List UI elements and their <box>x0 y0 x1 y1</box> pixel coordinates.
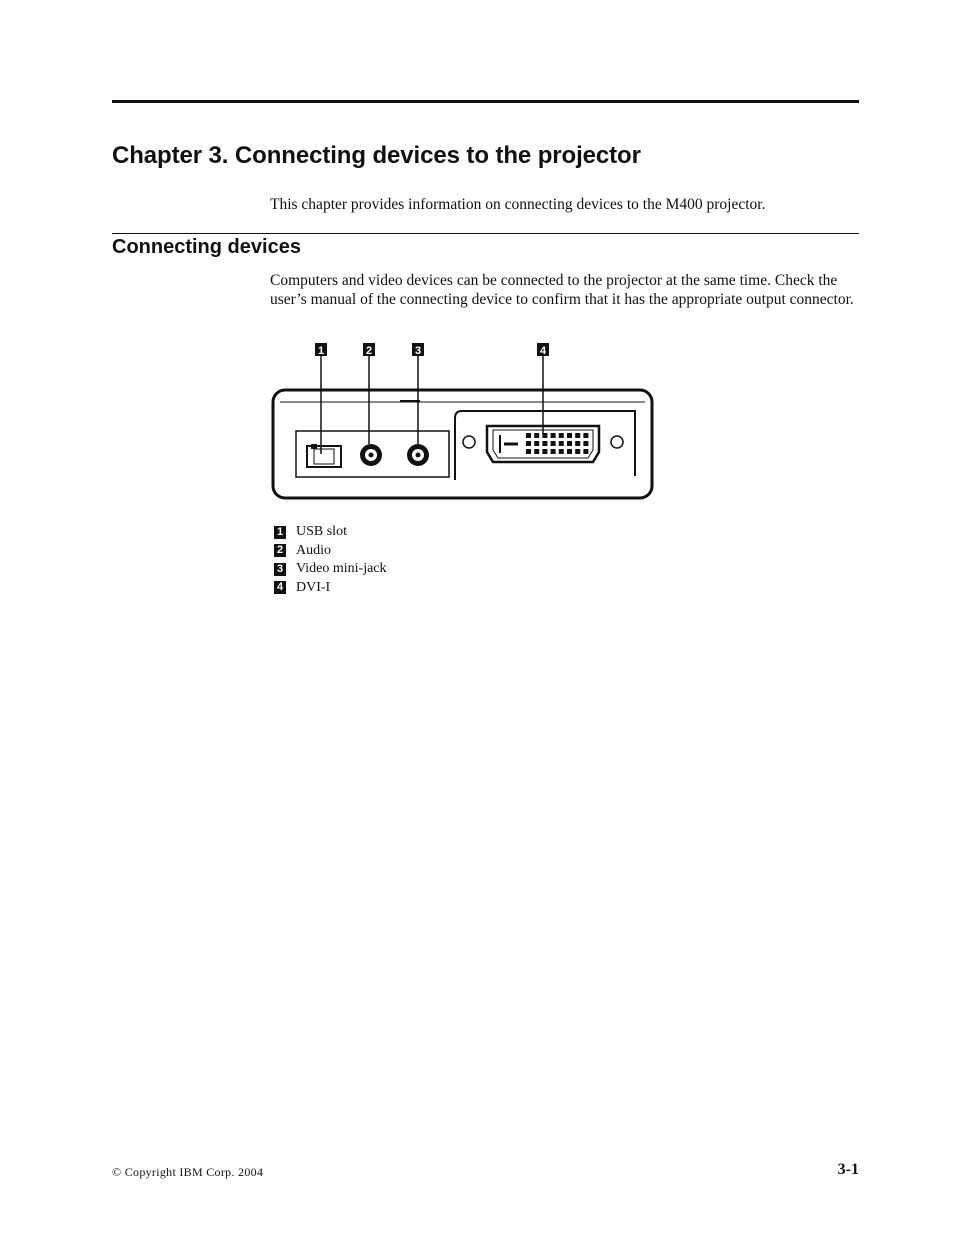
callout-badge-2 <box>363 343 375 357</box>
video-jack-icon <box>407 444 429 466</box>
legend-number-badge: 4 <box>274 581 286 594</box>
top-rule <box>112 100 859 103</box>
callout-badge-1 <box>315 343 327 357</box>
callout-badge-3 <box>412 343 424 357</box>
legend-number-badge: 3 <box>274 563 286 576</box>
dvi-screw-right <box>611 436 623 448</box>
legend-label: USB slot <box>296 524 347 540</box>
dvi-pin-grid <box>526 433 588 454</box>
usb-slot-icon <box>307 444 341 467</box>
legend-item <box>274 579 387 598</box>
legend-label: Video mini-jack <box>296 561 387 577</box>
svg-text:4: 4 <box>539 345 547 357</box>
legend-label: DVI-I <box>296 579 331 595</box>
legend-number-badge: 2 <box>274 544 286 557</box>
legend-label: Audio <box>296 542 331 558</box>
section-title: Connecting devices <box>112 236 301 258</box>
footer-page-number: 3-1 <box>837 1161 859 1178</box>
legend-number-badge: 1 <box>274 526 286 539</box>
legend-item <box>274 560 387 579</box>
svg-text:2: 2 <box>365 345 373 357</box>
chapter-title: Chapter 3. Connecting devices to the projector <box>112 142 641 169</box>
svg-text:3: 3 <box>414 345 422 357</box>
legend-item <box>274 523 387 542</box>
svg-text:1: 1 <box>317 345 325 357</box>
projector-connector-diagram <box>270 340 660 505</box>
section-rule <box>112 233 859 234</box>
callout-badge-4 <box>537 343 549 357</box>
audio-jack-icon <box>360 444 382 466</box>
projector-body-outline <box>273 390 652 498</box>
chapter-intro: This chapter provides information on connecting devices to the M400 projector. <box>270 196 766 213</box>
legend-item <box>274 542 387 561</box>
dvi-screw-left <box>463 436 475 448</box>
footer-copyright: © Copyright IBM Corp. 2004 <box>112 1165 264 1179</box>
section-paragraph: Computers and video devices can be connected to the projector at the same time. Check the user’s manual of the connecting device to confirm that it has the appropriate output connector. <box>270 272 854 308</box>
legend <box>274 523 387 597</box>
